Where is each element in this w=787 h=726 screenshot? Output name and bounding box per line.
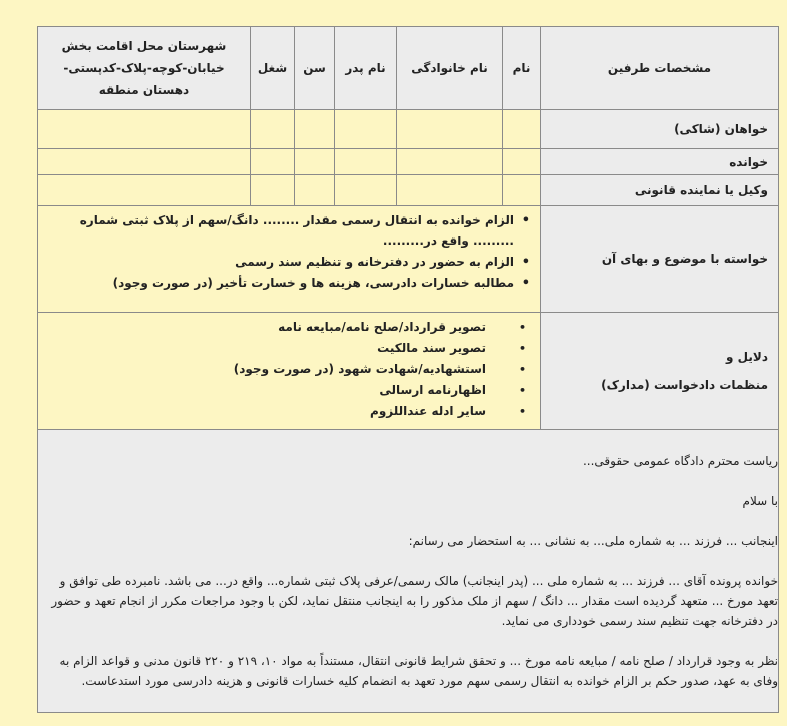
claim-item: • الزام خوانده به انتقال رسمی مقدار ........ دانگ/سهم از پلاک ثبتی شماره ......... واقع در......... bbox=[46, 210, 514, 252]
letter-paragraph-1: خوانده پرونده آقای ... فرزند ... به شماره ملی ... (پدر اینجانب) مالک رسمی/عرفی پلاک ثبتی شماره... واقع در... می باشد. نامبرده طی توافق و تعهد مورخ ... متعهد گردیده است مقدار ... دانگ / سهم از ملک مذکور را به اینجانب منتقل نماید، لکن با وجود مراجعات مکرر از انجام تعهد و حضور در دفترخانه جهت تنظیم سند رسمی خودداری می نماید. bbox=[51, 574, 778, 628]
header-address bbox=[38, 27, 251, 110]
claim-content bbox=[38, 206, 541, 313]
evidence-label-line2: منظمات دادخواست (مدارک) bbox=[601, 378, 768, 392]
letter-body bbox=[38, 430, 779, 713]
defendant-father-field[interactable] bbox=[335, 149, 397, 175]
evidence-item: • استشهادیه/شهادت شهود (در صورت وجود) bbox=[46, 359, 486, 380]
defendant-age-field[interactable] bbox=[295, 149, 335, 175]
evidence-row bbox=[38, 313, 779, 430]
plaintiff-job-field[interactable] bbox=[251, 110, 295, 149]
lawyer-father-field[interactable] bbox=[335, 175, 397, 206]
evidence-item: • سایر ادله عنداللزوم bbox=[46, 401, 486, 422]
header-father: نام پدر bbox=[335, 27, 397, 110]
claim-item: • مطالبه خسارات دادرسی، هزینه ها و خسارت تأخیر (در صورت وجود) bbox=[46, 273, 514, 294]
letter-paragraph-2: نظر به وجود قرارداد / صلح نامه / مبایعه نامه مورخ ... و تحقق شرایط قانونی انتقال، مستنداً به مواد ۱۰، ۲۱۹ و ۲۲۰ قانون مدنی و قواعد الزام به وفای به عهد، صدور حکم بر الزام خوانده به انتقال رسمی سهم مورد تعهد به انضمام کلیه خسارات قانونی و هزینه دادرسی مورد استدعاست. bbox=[59, 654, 778, 688]
lawyer-address-field[interactable] bbox=[38, 175, 251, 206]
header-address-line1: شهرستان محل اقامت بخش bbox=[61, 39, 227, 53]
claim-item: • الزام به حضور در دفترخانه و تنظیم سند رسمی bbox=[46, 252, 514, 273]
evidence-label-line1: دلایل و bbox=[726, 350, 768, 364]
header-family: نام خانوادگی bbox=[397, 27, 503, 110]
header-address-line2: خیابان-کوچه-پلاک-کدپستی- bbox=[63, 61, 225, 75]
lawyer-family-field[interactable] bbox=[397, 175, 503, 206]
lawyer-label: وکیل یا نماینده قانونی bbox=[541, 175, 779, 206]
petition-table bbox=[37, 26, 779, 713]
plaintiff-father-field[interactable] bbox=[335, 110, 397, 149]
claim-label: خواسته با موضوع و بهای آن bbox=[541, 206, 779, 313]
lawyer-name-field[interactable] bbox=[503, 175, 541, 206]
defendant-job-field[interactable] bbox=[251, 149, 295, 175]
defendant-address-field[interactable] bbox=[38, 149, 251, 175]
evidence-label bbox=[541, 313, 779, 430]
plaintiff-name-field[interactable] bbox=[503, 110, 541, 149]
header-name: نام bbox=[503, 27, 541, 110]
defendant-name-field[interactable] bbox=[503, 149, 541, 175]
evidence-list bbox=[46, 317, 532, 422]
letter-intro: اینجانب ... فرزند ... به شماره ملی... به نشانی ... به استحضار می رسانم: bbox=[408, 534, 778, 548]
plaintiff-label: خواهان (شاکی) bbox=[541, 110, 779, 149]
defendant-family-field[interactable] bbox=[397, 149, 503, 175]
header-address-line3: دهستان منطقه bbox=[98, 83, 190, 97]
claim-list bbox=[46, 210, 532, 294]
evidence-content bbox=[38, 313, 541, 430]
plaintiff-row bbox=[38, 110, 779, 149]
evidence-item: • تصویر قرارداد/صلح نامه/مبایعه نامه bbox=[46, 317, 486, 338]
defendant-label: خوانده bbox=[541, 149, 779, 175]
header-job: شغل bbox=[251, 27, 295, 110]
plaintiff-family-field[interactable] bbox=[397, 110, 503, 149]
evidence-item: • تصویر سند مالکیت bbox=[46, 338, 486, 359]
header-parties: مشخصات طرفین bbox=[541, 27, 779, 110]
plaintiff-age-field[interactable] bbox=[295, 110, 335, 149]
defendant-row bbox=[38, 149, 779, 175]
claim-row bbox=[38, 206, 779, 313]
evidence-item: • اظهارنامه ارسالی bbox=[46, 380, 486, 401]
header-row bbox=[38, 27, 779, 110]
header-age: سن bbox=[295, 27, 335, 110]
lawyer-age-field[interactable] bbox=[295, 175, 335, 206]
lawyer-job-field[interactable] bbox=[251, 175, 295, 206]
plaintiff-address-field[interactable] bbox=[38, 110, 251, 149]
letter-greeting: با سلام bbox=[742, 494, 778, 508]
letter-address: ریاست محترم دادگاه عمومی حقوقی... bbox=[582, 454, 778, 468]
lawyer-row bbox=[38, 175, 779, 206]
letter-row bbox=[38, 430, 779, 713]
